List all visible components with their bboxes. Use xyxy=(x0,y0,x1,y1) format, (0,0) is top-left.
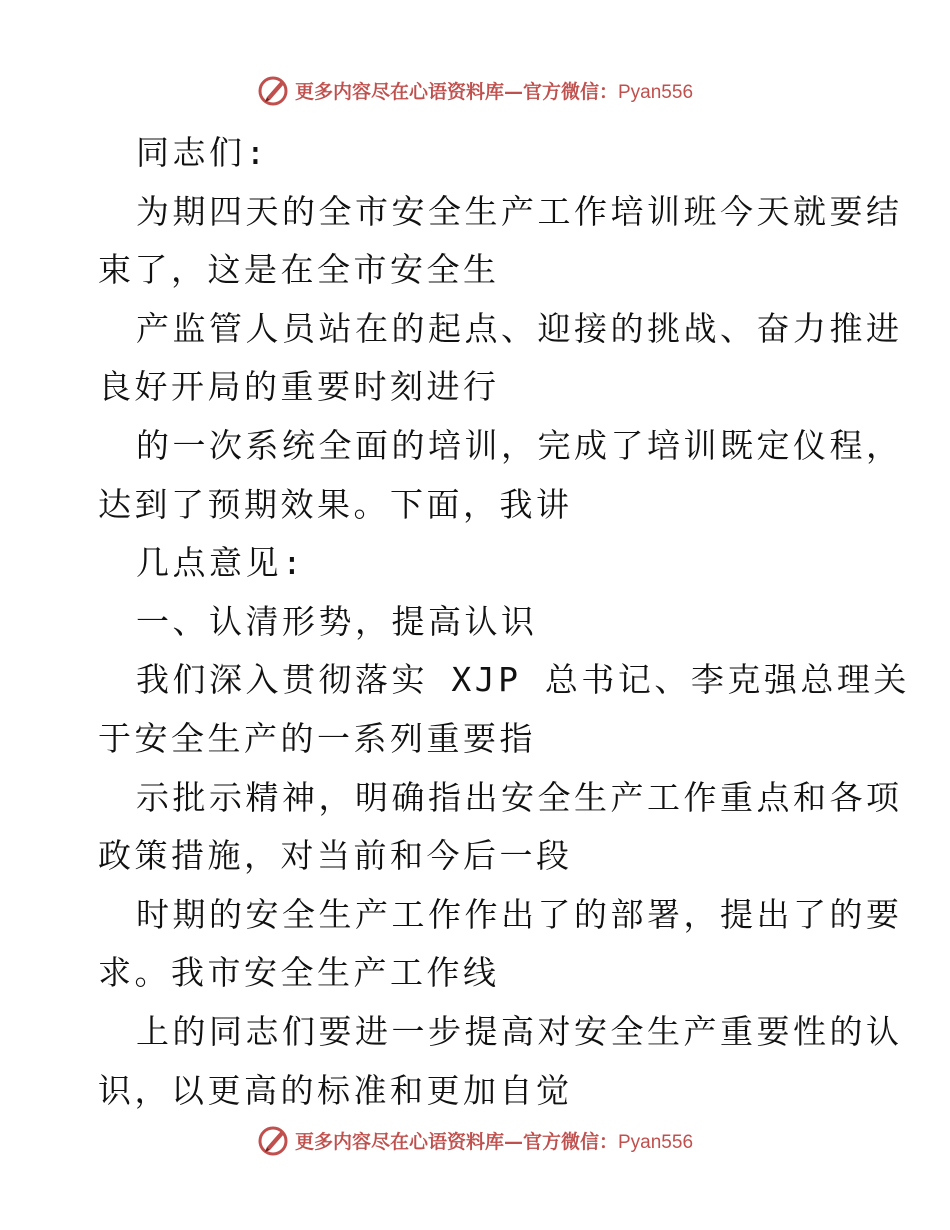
footer-banner-contact: Pyan556 xyxy=(618,1131,694,1153)
header-banner-label: 更多内容尽在心语资料库—官方微信： xyxy=(294,80,618,103)
paragraph-line: 的一次系统全面的培训，完成了培训既定仪程， xyxy=(136,425,903,465)
paragraph-line: 同志们: xyxy=(136,133,269,172)
paragraph-line: 达到了预期效果。下面，我讲 xyxy=(98,484,573,524)
pen-logo-icon xyxy=(257,73,291,107)
paragraph-line: 时期的安全生产工作作出了的部署，提出了的要 xyxy=(136,894,903,934)
footer-banner-text xyxy=(295,1127,693,1154)
footer-banner xyxy=(0,1120,950,1160)
paragraph-line: 良好开局的重要时刻进行 xyxy=(98,367,500,407)
paragraph-line: 识，以更高的标准和更加自觉 xyxy=(98,1070,573,1110)
paragraph-line: 上的同志们要进一步提高对安全生产重要性的认 xyxy=(136,1011,903,1051)
paragraph-line: 于安全生产的一系列重要指 xyxy=(98,718,536,758)
document-body xyxy=(98,124,910,1120)
footer-banner-label: 更多内容尽在心语资料库—官方微信： xyxy=(294,1130,618,1153)
paragraph-line: 求。我市安全生产工作线 xyxy=(98,953,500,993)
paragraph-line: 示批示精神，明确指出安全生产工作重点和各项 xyxy=(136,777,903,817)
header-banner-text xyxy=(295,77,693,104)
paragraph-line: 我们深入贯彻落实 XJP 总书记、李克强总理关 xyxy=(136,660,910,700)
paragraph-line: 束了，这是在全市安全生 xyxy=(98,250,500,290)
header-banner-contact: Pyan556 xyxy=(618,81,694,103)
paragraph-line: 产监管人员站在的起点、迎接的挑战、奋力推进 xyxy=(136,308,903,348)
header-banner xyxy=(0,70,950,110)
paragraph-line: 为期四天的全市安全生产工作培训班今天就要结 xyxy=(136,191,903,231)
paragraph-line: 政策措施，对当前和今后一段 xyxy=(98,836,573,876)
pen-logo-icon xyxy=(257,1123,291,1157)
section-heading: 一、认清形势，提高认识 xyxy=(136,601,538,641)
paragraph-line: 几点意见: xyxy=(136,543,306,583)
